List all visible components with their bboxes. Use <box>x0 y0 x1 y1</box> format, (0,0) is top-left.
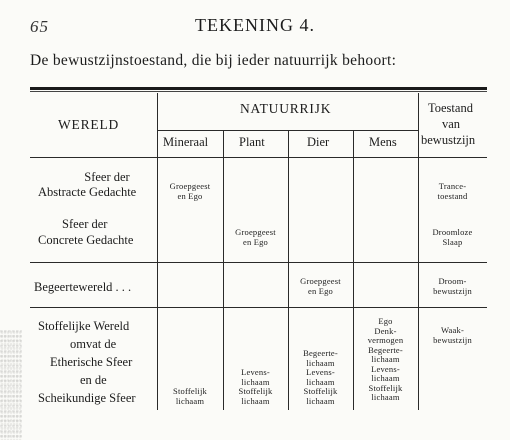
world-label: Etherische Sfeer <box>50 355 133 369</box>
state-cell: Droomloze Slaap <box>432 227 473 247</box>
cell-mineraal: Stoffelijk lichaam <box>173 386 207 406</box>
kingdom-mens: Mens <box>369 135 397 149</box>
world-label: Sfeer der <box>62 217 108 231</box>
cell-plant: Groepgeest en Ego <box>235 227 276 247</box>
row-divider <box>30 262 487 263</box>
world-label: Begeertewereld . . . <box>34 280 132 294</box>
world-label: en de <box>80 373 107 387</box>
world-label: omvat de <box>70 337 117 351</box>
table-top-rule <box>30 87 487 90</box>
state-header-line: Toestand <box>428 101 473 115</box>
kingdom-dier: Dier <box>307 135 330 149</box>
cell-dier: Begeerte- lichaam Levens- lichaam Stoffelijk lichaam <box>303 348 338 406</box>
column-divider <box>157 93 158 410</box>
row-divider <box>30 307 487 308</box>
page-number: 65 <box>30 17 49 36</box>
cell-mineraal: Groepgeest en Ego <box>169 181 211 201</box>
page-subtitle: De bewustzijnstoestand, die bij ieder natuurrijk behoort: <box>30 52 397 69</box>
state-cell: Droom- bewustzijn <box>433 276 472 296</box>
kingdom-header-divider <box>157 130 418 131</box>
world-label: Sfeer der <box>84 170 130 184</box>
state-cell: Trance- toestand <box>437 181 468 201</box>
cell-plant: Levens- lichaam Stoffelijk lichaam <box>238 367 273 406</box>
kingdom-plant: Plant <box>239 135 265 149</box>
world-label: Abstracte Gedachte <box>38 185 137 199</box>
state-cell: Waak- bewustzijn <box>433 325 472 345</box>
page-title: TEKENING 4. <box>195 15 315 35</box>
world-label: Stoffelijke Wereld <box>38 319 130 333</box>
header-bottom-rule <box>30 157 487 158</box>
column-divider <box>418 93 419 410</box>
kingdom-mineraal: Mineraal <box>163 135 209 149</box>
world-header: WERELD <box>58 117 120 132</box>
cell-mens: Ego Denk- vermogen Begeerte- lichaam Levens- lichaam Stoffelijk lichaam <box>367 316 404 402</box>
kingdom-header: NATUURRIJK <box>240 101 332 116</box>
table-top-rule-thin <box>30 91 487 92</box>
scan-noise <box>0 330 22 440</box>
state-header-line: bewustzijn <box>421 133 476 147</box>
world-label: Concrete Gedachte <box>38 233 134 247</box>
state-header-line: van <box>442 117 461 131</box>
world-label: Scheikundige Sfeer <box>38 391 136 405</box>
cell-dier: Groepgeest en Ego <box>300 276 341 296</box>
